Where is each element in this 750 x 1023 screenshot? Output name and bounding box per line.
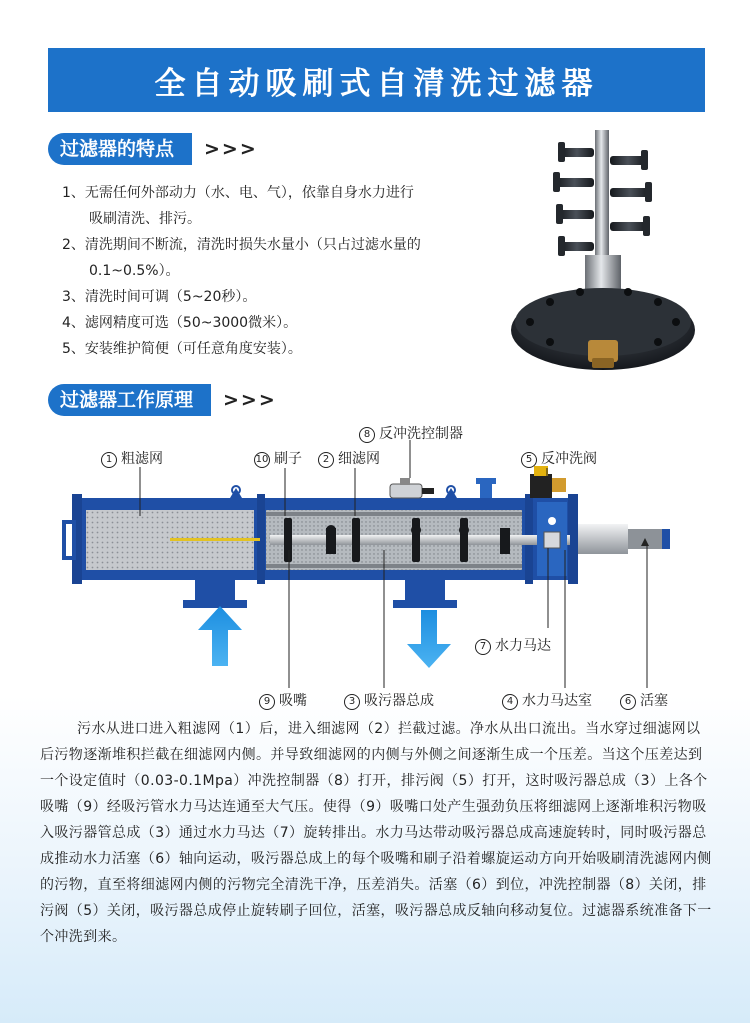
label-backwash-valve (521, 448, 597, 468)
label-backwash-controller (359, 423, 463, 443)
feature-item (62, 180, 492, 232)
label-text: 吸污器总成 (364, 693, 434, 709)
principle-section-title: 过滤器工作原理 (48, 384, 211, 416)
feature-item-line: 1、无需任何外部动力（水、电、气），依靠自身水力进行 (62, 185, 414, 201)
label-number: 3 (344, 694, 360, 710)
label-hydraulic-motor (475, 635, 551, 655)
feature-item-line: 4、滤网精度可选（50~3000微米）。 (62, 315, 298, 331)
label-number: 2 (318, 452, 334, 468)
label-text: 活塞 (640, 693, 668, 709)
label-number: 10 (254, 452, 270, 468)
feature-item-line: 3、清洗时间可调（5~20秒）。 (62, 289, 257, 305)
label-text: 反冲洗阀 (541, 451, 597, 467)
label-coarse-screen (101, 448, 163, 468)
feature-item (62, 232, 492, 284)
features-arrows: >>> (204, 138, 258, 160)
label-text: 细滤网 (338, 451, 380, 467)
label-number: 6 (620, 694, 636, 710)
label-number: 1 (101, 452, 117, 468)
label-fine-screen (318, 448, 380, 468)
product-image (500, 130, 700, 375)
features-list (62, 180, 492, 362)
label-text: 刷子 (274, 451, 302, 467)
principle-section-header (48, 384, 277, 416)
label-number: 4 (502, 694, 518, 710)
label-text: 水力马达 (495, 638, 551, 654)
feature-item (62, 284, 492, 310)
label-number: 5 (521, 452, 537, 468)
label-text: 反冲洗控制器 (379, 426, 463, 442)
label-piston (620, 690, 668, 710)
features-section-title: 过滤器的特点 (48, 133, 192, 165)
label-number: 8 (359, 427, 375, 443)
feature-item-continuation: 0.1~0.5%）。 (89, 263, 180, 279)
label-brush (254, 448, 302, 468)
feature-item-line: 5、安装维护简便（可任意角度安装）。 (62, 341, 302, 357)
label-suction-assembly (344, 690, 434, 710)
label-motor-chamber (502, 690, 592, 710)
principle-description: 污水从进口进入粗滤网（1）后，进入细滤网（2）拦截过滤。净水从出口流出。当水穿过细滤网以后污物逐渐堆积拦截在细滤网内侧。并导致细滤网的内侧与外侧之间逐渐生成一个压差。当这个压差达到一个设定值时（0.03-0.1Mpa）冲洗控制器（8）打开，排污阀（5）打开，这时吸污器总成（3）上各个吸嘴（9）经吸污管水力马达连通至大气压。使得（9）吸嘴口处产生强劲负压将细滤网上逐渐堆积污物吸入吸污器管总成（3）通过水力马达（7）旋转排出。水力马达带动吸污器总成高速旋转时，同时吸污器总成推动水力活塞（6）轴向运动，吸污器总成上的每个吸嘴和刷子沿着螺旋运动方向开始吸刷清洗滤网内侧的污物，直至将细滤网内侧的污物完全清洗干净，压差消失。活塞（6）到位，冲洗控制器（8）关闭，排污阀（5）关闭，吸污器总成停止旋转刷子回位，活塞，吸污器总成反轴向移动复位。过滤器系统准备下一个冲洗到来。 (40, 721, 712, 945)
feature-item (62, 336, 492, 362)
label-text: 水力马达室 (522, 693, 592, 709)
label-text: 吸嘴 (279, 693, 307, 709)
label-number: 9 (259, 694, 275, 710)
label-suction-nozzle (259, 690, 307, 710)
feature-item-continuation: 吸刷清洗、排污。 (89, 211, 201, 227)
feature-item-line: 2、清洗期间不断流，清洗时损失水量小（只占过滤水量的 (62, 237, 421, 253)
page-title: 全自动吸刷式自清洗过滤器 (48, 48, 705, 112)
label-text: 粗滤网 (121, 451, 163, 467)
features-section-header (48, 133, 258, 165)
label-number: 7 (475, 639, 491, 655)
principle-arrows: >>> (223, 389, 277, 411)
feature-item (62, 310, 492, 336)
